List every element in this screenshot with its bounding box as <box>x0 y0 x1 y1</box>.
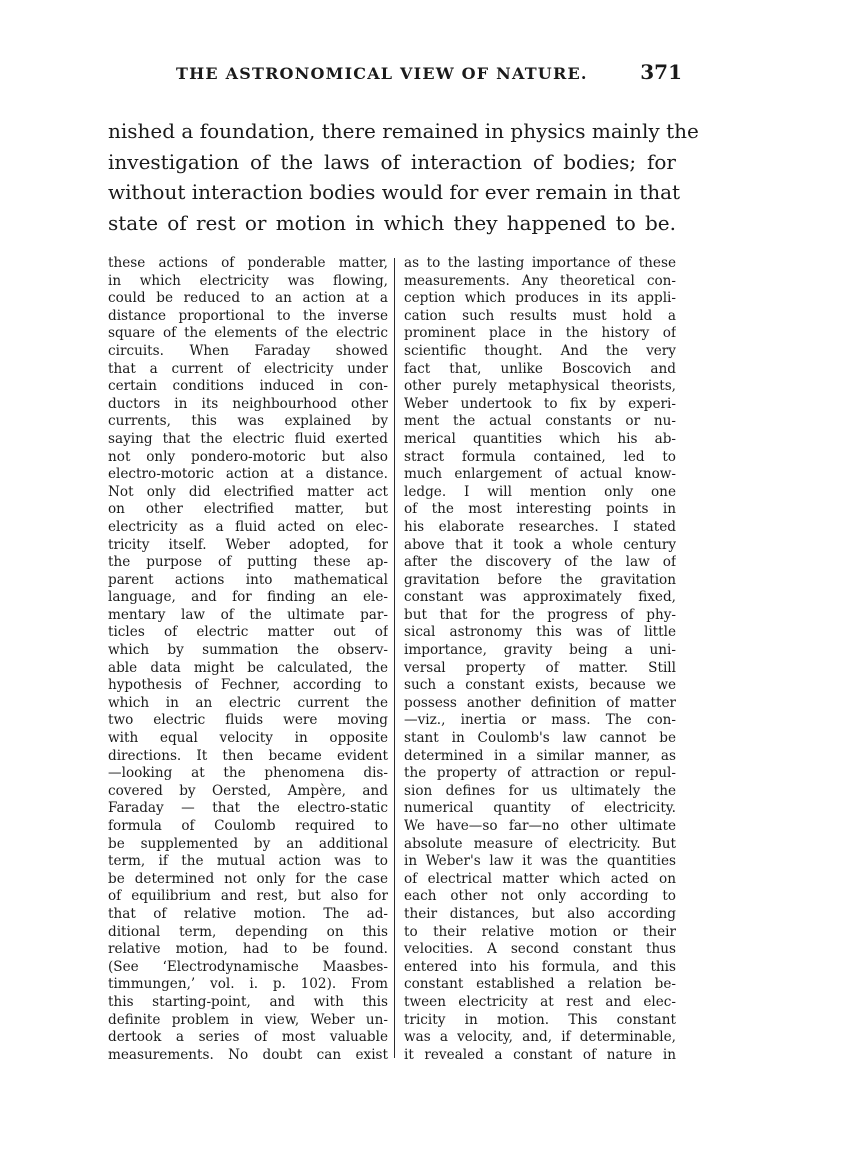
left-column-line: definite problem in view, Weber un- <box>108 1011 388 1028</box>
left-column-line: electricity as a fluid acted on elec- <box>108 518 388 535</box>
right-column-line: ment the actual constants or nu- <box>404 413 676 430</box>
left-column-line: not only pondero-motoric but also <box>108 448 388 465</box>
right-column-line: fact that, unlike Boscovich and <box>404 360 676 377</box>
left-column-line: Not only did electrified matter act <box>108 483 388 500</box>
right-column-line: but that for the progress of phy- <box>404 606 676 623</box>
left-column-line: (See ‘Electrodynamische Maasbes- <box>108 958 388 975</box>
right-column-line: velocities. A second constant thus <box>404 941 676 958</box>
left-column-line: be supplemented by an additional <box>108 835 388 852</box>
left-column-line: dertook a series of most valuable <box>108 1029 388 1046</box>
right-column-line: We have—so far—no other ultimate <box>404 818 676 834</box>
column-divider <box>394 258 395 1058</box>
right-column-line: scientific thought. And the very <box>404 342 676 359</box>
right-column-line: constant was approximately fixed, <box>404 589 676 606</box>
right-column-line: of the most interesting points in <box>404 501 676 518</box>
left-column-line: in which electricity was flowing, <box>108 272 388 289</box>
left-column-line: able data might be calculated, the <box>108 659 388 676</box>
right-column-line: such a constant exists, because we <box>404 677 676 694</box>
left-column-line: that a current of electricity under <box>108 360 388 377</box>
left-column-line: circuits. When Faraday showed <box>108 342 388 359</box>
right-column <box>404 255 676 1064</box>
running-title: THE ASTRONOMICAL VIEW OF NATURE. <box>176 64 588 83</box>
left-column-line: currents, this was explained by <box>108 413 388 430</box>
right-column-line: constant established a relation be- <box>404 976 676 993</box>
left-column-line: language, and for finding an ele- <box>108 589 388 606</box>
lead-line: nished a foundation, there remained in physics mainly the <box>108 119 699 143</box>
left-column-line: ticles of electric matter out of <box>108 624 388 641</box>
left-column-line: term, if the mutual action was to <box>108 853 388 870</box>
right-column-line: stract formula contained, led to <box>404 448 676 465</box>
right-column-line: in Weber's law it was the quantities <box>404 853 676 870</box>
right-column-line: —viz., inertia or mass. The con- <box>404 712 676 729</box>
left-column-line: which by summation the observ- <box>108 642 388 659</box>
right-column-line: it revealed a constant of nature in <box>404 1046 676 1063</box>
left-column-line: these actions of ponderable matter, <box>108 255 388 271</box>
left-column-line: saying that the electric fluid exerted <box>108 430 388 447</box>
left-column-line: ditional term, depending on this <box>108 923 388 940</box>
left-column-line: which in an electric current the <box>108 694 388 711</box>
lead-line: state of rest or motion in which they happened to be. <box>108 210 676 235</box>
left-column-line: covered by Oersted, Ampère, and <box>108 782 388 799</box>
left-column-line: this starting-point, and with this <box>108 993 388 1010</box>
left-column-line: certain conditions induced in con- <box>108 378 388 395</box>
right-column-line: tween electricity at rest and elec- <box>404 993 676 1010</box>
left-column-line: formula of Coulomb required to <box>108 818 388 834</box>
left-column-line: relative motion, had to be found. <box>108 941 388 958</box>
left-column-line: that of relative motion. The ad- <box>108 905 388 922</box>
left-column-line: square of the elements of the electric <box>108 325 388 342</box>
right-column-line: as to the lasting importance of these <box>404 255 676 271</box>
left-column-line: two electric fluids were moving <box>108 712 388 729</box>
left-column-line: be determined not only for the case <box>108 870 388 887</box>
left-column-line: mentary law of the ultimate par- <box>108 606 388 623</box>
right-column-line: sion defines for us ultimately the <box>404 782 676 799</box>
right-column-line: possess another definition of matter <box>404 694 676 711</box>
right-column-line: ledge. I will mention only one <box>404 483 676 500</box>
left-column-line: Faraday — that the electro-static <box>108 800 388 817</box>
right-column-line: versal property of matter. Still <box>404 659 676 676</box>
right-column-line: much enlargement of actual know- <box>404 466 676 483</box>
right-column-line: of electrical matter which acted on <box>404 870 676 887</box>
right-column-line: each other not only according to <box>404 888 676 905</box>
right-column-line: absolute measure of electricity. But <box>404 835 676 852</box>
left-column-line: —looking at the phenomena dis- <box>108 765 388 782</box>
right-column-line: was a velocity, and, if determinable, <box>404 1029 676 1046</box>
lead-paragraph <box>108 116 699 238</box>
left-column-line: measurements. No doubt can exist <box>108 1046 388 1063</box>
right-column-line: after the discovery of the law of <box>404 554 676 571</box>
right-column-line: cation such results must hold a <box>404 307 676 324</box>
left-column-line: electro-motoric action at a distance. <box>108 466 388 483</box>
right-column-line: ception which produces in its appli- <box>404 290 676 307</box>
left-column-line: on other electrified matter, but <box>108 501 388 518</box>
right-column-line: sical astronomy this was of little <box>404 624 676 641</box>
left-column-line: with equal velocity in opposite <box>108 730 388 747</box>
right-column-line: merical quantities which his ab- <box>404 430 676 447</box>
right-column-line: to their relative motion or their <box>404 923 676 940</box>
right-column-line: the property of attraction or repul- <box>404 765 676 782</box>
left-column <box>108 255 388 1064</box>
right-column-line: gravitation before the gravitation <box>404 571 676 588</box>
running-head <box>108 58 682 90</box>
right-column-line: Weber undertook to fix by experi- <box>404 395 676 412</box>
left-column-line: tricity itself. Weber adopted, for <box>108 536 388 553</box>
right-column-line: measurements. Any theoretical con- <box>404 272 676 289</box>
left-column-line: hypothesis of Fechner, according to <box>108 677 388 694</box>
left-column-line: ductors in its neighbourhood other <box>108 395 388 412</box>
right-column-line: determined in a similar manner, as <box>404 747 676 764</box>
left-column-line: the purpose of putting these ap- <box>108 554 388 571</box>
left-column-line: distance proportional to the inverse <box>108 307 388 324</box>
left-column-line: parent actions into mathematical <box>108 571 388 588</box>
right-column-line: importance, gravity being a uni- <box>404 642 676 659</box>
lead-line: investigation of the laws of interaction of bodies; for <box>108 149 676 174</box>
left-column-line: directions. It then became evident <box>108 747 388 764</box>
left-column-line: timmungen,’ vol. i. p. 102). From <box>108 976 388 993</box>
right-column-line: tricity in motion. This constant <box>404 1011 676 1028</box>
page-number: 371 <box>640 60 682 84</box>
right-column-line: his elaborate researches. I stated <box>404 518 676 535</box>
right-column-line: entered into his formula, and this <box>404 958 676 975</box>
right-column-line: stant in Coulomb's law cannot be <box>404 730 676 747</box>
left-column-line: of equilibrium and rest, but also for <box>108 888 388 905</box>
right-column-line: prominent place in the history of <box>404 325 676 342</box>
right-column-line: numerical quantity of electricity. <box>404 800 676 817</box>
left-column-line: could be reduced to an action at a <box>108 290 388 307</box>
right-column-line: above that it took a whole century <box>404 536 676 553</box>
lead-line: without interaction bodies would for ever remain in that <box>108 180 681 204</box>
right-column-line: other purely metaphysical theorists, <box>404 378 676 395</box>
right-column-line: their distances, but also according <box>404 905 676 922</box>
